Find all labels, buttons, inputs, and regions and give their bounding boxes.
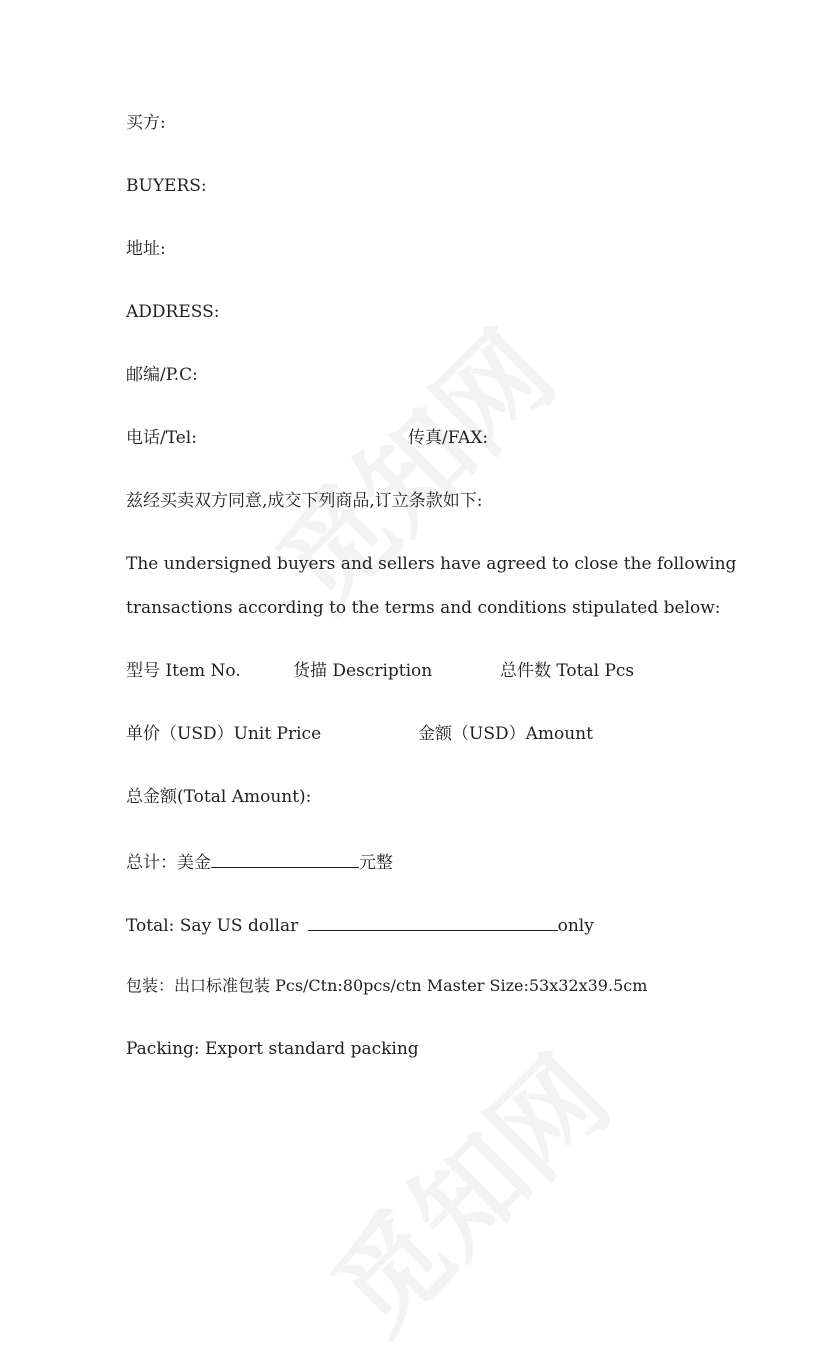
address-cn-label: 地址: (126, 239, 166, 259)
col-unit-price: 单价（USD）Unit Price (126, 724, 322, 744)
packing-cn: 包装：出口标准包装 Pcs/Ctn:80pcs/ctn Master Size:53x32x39.5cm (126, 976, 648, 995)
agreement-en-line2: transactions according to the terms and conditions stipulated below: (126, 598, 721, 618)
watermark-lower (292, 1016, 637, 1361)
tel-row (126, 427, 726, 449)
col-description: 货描 Description (293, 661, 433, 681)
fax-label: 传真/FAX: (408, 428, 489, 448)
total-en-row (126, 912, 594, 937)
tel-label: 电话/Tel: (126, 428, 197, 448)
buyers-cn-label: 买方: (126, 113, 166, 133)
columns-row-2 (126, 723, 726, 745)
col-total-pcs: 总件数 Total Pcs (500, 661, 635, 681)
address-en-label: ADDRESS: (126, 302, 220, 322)
total-en-suffix: only (557, 916, 594, 936)
postcode-label: 邮编/P.C: (126, 365, 198, 385)
total-cn-suffix: 元整 (359, 853, 393, 873)
col-item-no: 型号 Item No. (126, 661, 241, 681)
agreement-cn: 兹经买卖双方同意,成交下列商品,订立条款如下: (126, 491, 483, 511)
watermark (237, 291, 582, 636)
columns-row-1 (126, 660, 726, 682)
total-cn-row (126, 849, 393, 874)
buyers-en-label: BUYERS: (126, 176, 207, 196)
total-cn-blank[interactable] (211, 849, 359, 868)
total-cn-prefix: 总计：美金 (126, 853, 211, 873)
col-amount: 金额（USD）Amount (418, 724, 593, 744)
packing-en: Packing: Export standard packing (126, 1039, 419, 1059)
total-en-prefix: Total: Say US dollar (126, 916, 299, 936)
total-amount-label: 总金额(Total Amount): (126, 787, 312, 807)
total-en-blank[interactable] (308, 912, 558, 931)
agreement-en-line1: The undersigned buyers and sellers have agreed to close the following (126, 554, 737, 574)
